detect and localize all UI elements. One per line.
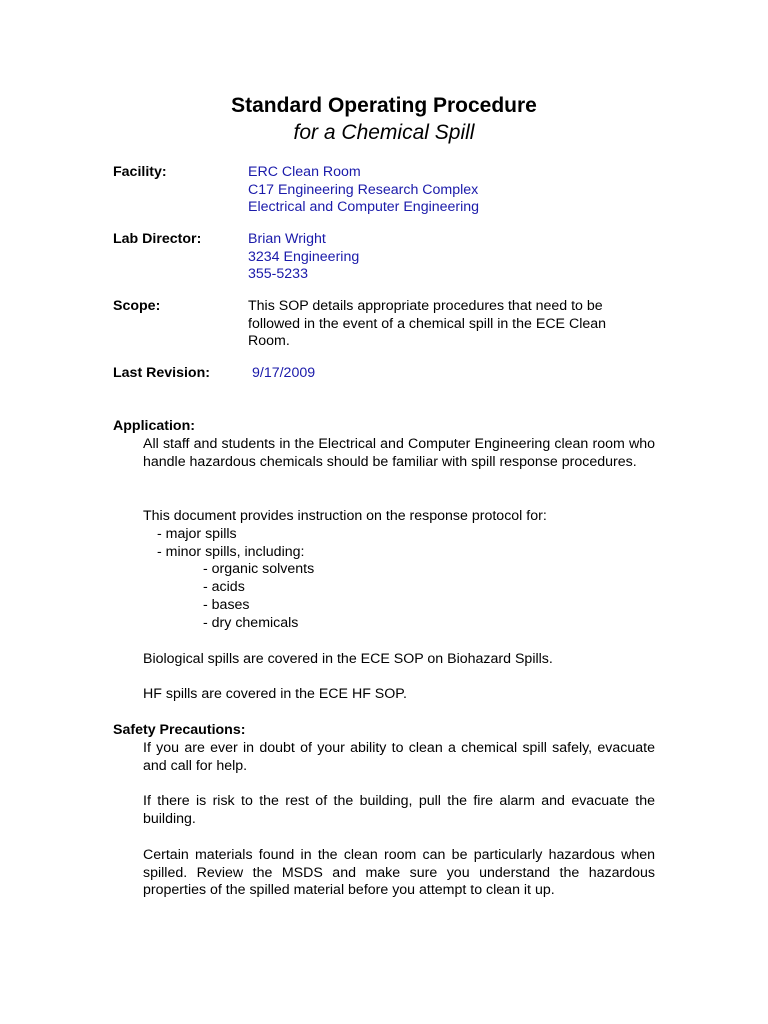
list-item-minor: - minor spills, including: <box>157 544 305 560</box>
scope-line: Room. <box>248 333 290 350</box>
scope-line: This SOP details appropriate procedures that need to be <box>248 298 603 314</box>
last-revision-value: 9/17/2009 <box>252 365 316 381</box>
hf-note: HF spills are covered in the ECE HF SOP. <box>143 686 407 702</box>
list-item-bases: - bases <box>203 597 250 613</box>
safety-paragraph-3: Certain materials found in the clean room can be particularly hazardous when spilled. Review the MSDS and make sure you understand the hazardous properties of the spilled material before you attempt to clean it up. <box>143 847 655 899</box>
document-title: Standard Operating Procedure <box>231 94 537 117</box>
safety-paragraph-2: If there is risk to the rest of the building, pull the fire alarm and evacuate the building. <box>143 793 655 827</box>
list-item-organic: - organic solvents <box>203 561 315 577</box>
application-intro: All staff and students in the Electrical and Computer Engineering clean room who handle hazardous chemicals should be familiar with spill response procedures. <box>143 436 655 470</box>
document-subtitle: for a Chemical Spill <box>293 121 475 144</box>
facility-line: C17 Engineering Research Complex <box>248 181 479 198</box>
scope-line: followed in the event of a chemical spill in the ECE Clean <box>248 315 607 332</box>
protocol-intro: This document provides instruction on the response protocol for: <box>143 508 547 524</box>
lab-director-line: Brian Wright <box>248 231 326 247</box>
biological-note: Biological spills are covered in the ECE SOP on Biohazard Spills. <box>143 651 553 667</box>
facility-label: Facility: <box>113 164 167 180</box>
lab-director-label: Lab Director: <box>113 231 202 247</box>
scope-label: Scope: <box>113 298 161 314</box>
last-revision-label: Last Revision: <box>113 365 210 381</box>
facility-value <box>248 164 658 217</box>
facility-line: ERC Clean Room <box>248 164 361 180</box>
safety-paragraph-1: If you are ever in doubt of your ability to clean a chemical spill safely, evacuate and call for help. <box>143 740 655 774</box>
lab-director-line: 3234 Engineering <box>248 248 360 265</box>
list-item-acids: - acids <box>203 579 245 595</box>
safety-heading: Safety Precautions: <box>113 722 246 738</box>
list-item-major: - major spills <box>157 526 237 542</box>
facility-line: Electrical and Computer Engineering <box>248 199 480 216</box>
lab-director-value <box>248 231 658 284</box>
application-heading: Application: <box>113 418 195 434</box>
list-item-dry: - dry chemicals <box>203 615 299 631</box>
scope-value <box>248 298 658 351</box>
lab-director-line: 355-5233 <box>248 266 308 283</box>
